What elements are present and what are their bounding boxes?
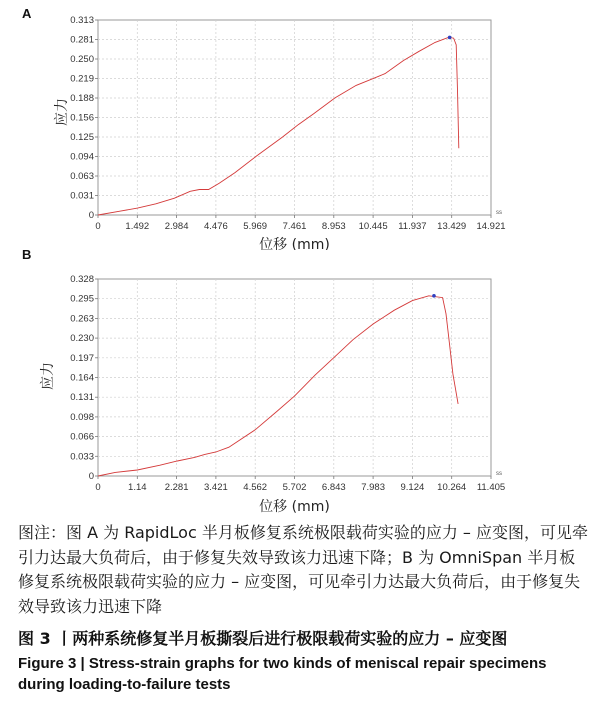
y-axis-title: 应力 xyxy=(40,362,56,390)
x-tick-label: 7.461 xyxy=(282,221,307,232)
y-tick-label: 0.281 xyxy=(70,34,94,46)
x-tick-label: 2.984 xyxy=(164,221,189,232)
x-tick-label: 10.264 xyxy=(437,482,467,493)
y-tick-label: 0.063 xyxy=(70,171,94,182)
y-tick-label: 0.188 xyxy=(70,93,94,104)
y-tick-label: 0.219 xyxy=(70,73,94,85)
figure-title-en: Figure 3 | Stress-strain graphs for two kinds of meniscal repair specimens during loading-to-failure tests xyxy=(18,655,547,693)
y-tick-label: 0.328 xyxy=(70,274,94,285)
chart-b xyxy=(0,245,601,520)
y-tick-label: 0.031 xyxy=(70,190,94,202)
x-tick-label: 8.953 xyxy=(321,221,346,232)
y-tick-label: 0.164 xyxy=(70,372,94,384)
y-tick-label: 0 xyxy=(88,210,94,221)
figure-note: 图注：图 A 为 RapidLoc 半月板修复系统极限载荷实验的应力 – 应变图，可见牵引力达最大负荷后，由于修复失效导致该力迅速下降；B 为 OmniSpan 半月板修复系统极限载荷实验的应力 – 应变图，可见牵引力达最大负荷后，由于修复失效导致该力迅速下降 xyxy=(18,523,589,616)
peak-point xyxy=(432,294,436,298)
panel-label-a: A xyxy=(22,6,32,21)
y-tick-label: 0.313 xyxy=(70,15,94,26)
x-tick-label: 11.937 xyxy=(398,221,427,232)
x-tick-label: 5.702 xyxy=(282,482,307,493)
x-tick-label: 1.14 xyxy=(128,482,147,493)
y-tick-label: 0.125 xyxy=(70,132,94,143)
x-unit-label: ss xyxy=(496,471,502,477)
x-tick-label: 7.983 xyxy=(361,482,385,493)
y-tick-label: 0.131 xyxy=(70,392,94,404)
x-tick-label: 3.421 xyxy=(204,482,228,493)
x-tick-label: 4.476 xyxy=(204,221,228,232)
y-tick-label: 0.250 xyxy=(70,54,94,65)
x-tick-label: 6.843 xyxy=(321,482,346,493)
figure-title-zh: 图 3 丨两种系统修复半月板撕裂后进行极限载荷实验的应力 – 应变图 xyxy=(18,629,508,648)
y-tick-label: 0.156 xyxy=(70,112,94,124)
y-tick-label: 0.263 xyxy=(70,313,94,325)
x-tick-label: 9.124 xyxy=(400,482,425,493)
x-tick-label: 0 xyxy=(95,482,101,493)
x-tick-label: 10.445 xyxy=(358,221,388,232)
y-tick-label: 0 xyxy=(88,471,94,482)
x-tick-label: 13.429 xyxy=(437,221,467,232)
y-tick-label: 0.230 xyxy=(70,333,94,345)
x-tick-label: 0 xyxy=(95,221,101,232)
x-tick-label: 14.921 xyxy=(476,221,506,232)
x-axis-title: 位移 (mm) xyxy=(259,499,330,515)
x-tick-label: 5.969 xyxy=(243,221,268,232)
x-tick-label: 1.492 xyxy=(125,221,150,232)
y-tick-label: 0.033 xyxy=(70,451,94,463)
y-axis-title: 应力 xyxy=(54,98,70,126)
y-tick-label: 0.098 xyxy=(70,411,94,423)
y-tick-label: 0.066 xyxy=(70,431,94,443)
panel-label-b: B xyxy=(22,247,32,262)
y-tick-label: 0.197 xyxy=(70,352,94,364)
x-tick-label: 2.281 xyxy=(164,482,189,493)
y-tick-label: 0.094 xyxy=(70,151,94,163)
x-unit-label: ss xyxy=(496,210,502,216)
x-tick-label: 11.405 xyxy=(476,482,506,493)
peak-point xyxy=(448,36,452,40)
y-tick-label: 0.295 xyxy=(70,293,94,305)
x-tick-label: 4.562 xyxy=(243,482,268,493)
x-axis-title: 位移 (mm) xyxy=(259,237,330,250)
chart-a xyxy=(0,0,601,250)
